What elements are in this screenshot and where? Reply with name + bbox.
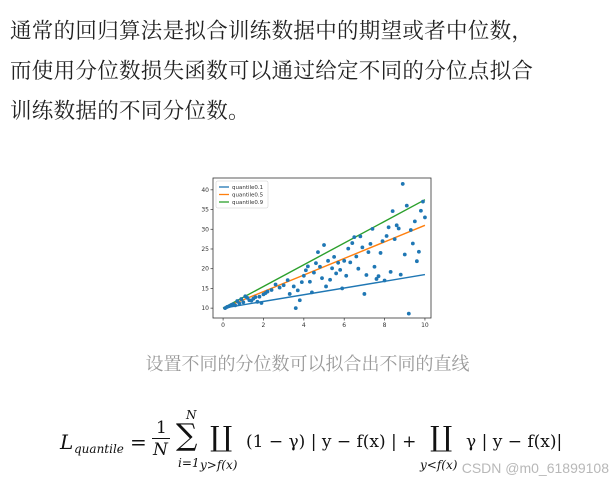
data-point-68 [373,265,377,269]
data-point-54 [344,274,348,278]
legend-label-2: quantile0.9 [232,200,264,206]
data-point-79 [395,223,399,227]
y-tick-label-6: 40 [201,186,209,194]
fraction-denominator: N [153,440,168,460]
sum-upper-limit: N [186,408,197,422]
data-point-34 [304,268,308,272]
data-point-48 [332,255,336,259]
data-point-56 [348,260,352,264]
data-point-88 [413,219,417,223]
paragraph-line-1: 通常的回归算法是拟合训练数据中的期望或者中位数， [10,19,534,44]
first-term: (1 − γ) | y − f(x) | + [246,432,417,452]
data-point-59 [354,255,358,259]
data-point-85 [407,312,411,316]
data-point-81 [399,273,403,277]
data-point-41 [318,265,322,269]
paragraph-line-3: 训练数据的不同分位数。 [10,99,250,124]
coproduct-1-subscript: y>f(x) [200,458,238,472]
data-point-55 [346,247,350,251]
data-point-17 [258,295,262,299]
data-point-70 [377,274,381,278]
y-tick-label-3: 25 [201,245,209,253]
data-point-26 [286,278,290,282]
legend-label-0: quantile0.1 [232,185,264,191]
data-point-62 [360,246,364,250]
data-point-39 [314,261,318,265]
data-point-15 [253,295,257,299]
y-tick-label-2: 20 [201,265,209,273]
data-point-30 [296,288,300,292]
data-point-35 [306,264,310,268]
fraction-bar [152,438,170,439]
x-tick-label-0: 0 [221,322,226,329]
chart-svg [193,172,437,337]
y-tick-label-5: 35 [201,206,209,214]
data-point-83 [403,253,407,257]
data-point-63 [362,292,366,296]
data-point-44 [324,285,328,289]
data-point-89 [415,259,419,263]
data-point-40 [316,250,320,254]
data-point-57 [350,241,354,245]
second-term: γ | y − f(x)| [466,432,563,452]
quantile-regression-chart [193,172,437,337]
loss-symbol: L [60,430,74,454]
y-tick-label-1: 15 [201,285,209,293]
data-point-52 [340,287,344,291]
coproduct-symbol-2: ∐ [430,420,453,453]
data-point-33 [302,274,306,278]
data-point-73 [383,279,387,283]
data-point-78 [393,237,397,241]
data-point-60 [356,267,360,271]
coproduct-symbol-1: ∐ [210,420,233,453]
data-point-61 [358,234,362,238]
data-point-65 [367,250,371,254]
data-point-77 [391,209,395,213]
paragraph-line-2: 而使用分位数损失函数可以通过给定不同的分位点拟合 [10,59,534,84]
sum-lower-limit: i=1 [178,456,200,470]
data-point-43 [322,243,326,247]
y-tick-label-0: 10 [201,305,209,313]
x-tick-label-5: 10 [421,322,429,329]
data-point-24 [278,286,282,290]
fraction-numerator: 1 [156,418,167,438]
data-point-42 [320,276,324,280]
data-point-92 [421,200,425,204]
data-point-67 [371,227,375,231]
data-point-87 [411,242,415,246]
data-point-23 [274,283,278,287]
data-point-80 [397,227,401,231]
sum-symbol: ∑ [176,418,198,453]
intro-paragraph [10,12,610,132]
data-point-64 [365,273,369,277]
data-point-82 [401,182,405,186]
data-point-76 [389,270,393,274]
data-point-50 [336,261,340,265]
data-point-90 [417,250,421,254]
loss-subscript: quantile [74,442,124,456]
coproduct-2-subscript: y<f(x) [420,458,458,472]
data-point-58 [352,235,356,239]
legend-label-1: quantile0.5 [232,192,264,199]
data-point-7 [237,302,241,306]
x-tick-label-1: 2 [261,322,266,329]
chart-legend [216,181,268,208]
data-point-91 [419,209,423,213]
data-point-16 [256,300,260,304]
x-tick-label-3: 6 [342,322,347,329]
y-tick-label-4: 30 [201,226,209,234]
data-point-53 [342,259,346,263]
data-point-21 [266,290,270,294]
data-point-47 [330,266,334,270]
data-point-32 [300,280,304,284]
data-point-84 [405,204,409,208]
data-point-5 [233,303,237,307]
data-point-28 [292,285,296,289]
data-point-25 [282,283,286,287]
data-point-36 [308,280,312,284]
data-point-27 [288,292,292,296]
equals-sign: = [130,430,147,454]
data-point-93 [423,216,427,220]
data-point-46 [328,278,332,282]
csdn-watermark: CSDN @m0_61899108 [461,460,609,476]
x-tick-label-2: 4 [301,322,306,329]
data-point-29 [294,306,298,310]
data-point-75 [387,225,391,229]
data-point-66 [369,242,373,246]
data-point-45 [326,259,330,263]
data-point-9 [241,300,245,304]
data-point-71 [379,251,383,255]
data-point-51 [338,268,342,272]
data-point-49 [334,272,338,276]
data-point-74 [385,234,389,238]
data-point-31 [298,298,302,302]
data-point-72 [381,239,385,243]
data-point-22 [270,288,274,292]
data-point-86 [409,228,413,232]
figure-caption: 设置不同的分位数可以拟合出不同的直线 [145,354,470,375]
data-point-8 [239,297,243,301]
data-point-18 [260,301,264,305]
data-point-37 [310,290,314,294]
x-tick-label-4: 8 [382,322,387,329]
data-point-38 [312,271,316,275]
